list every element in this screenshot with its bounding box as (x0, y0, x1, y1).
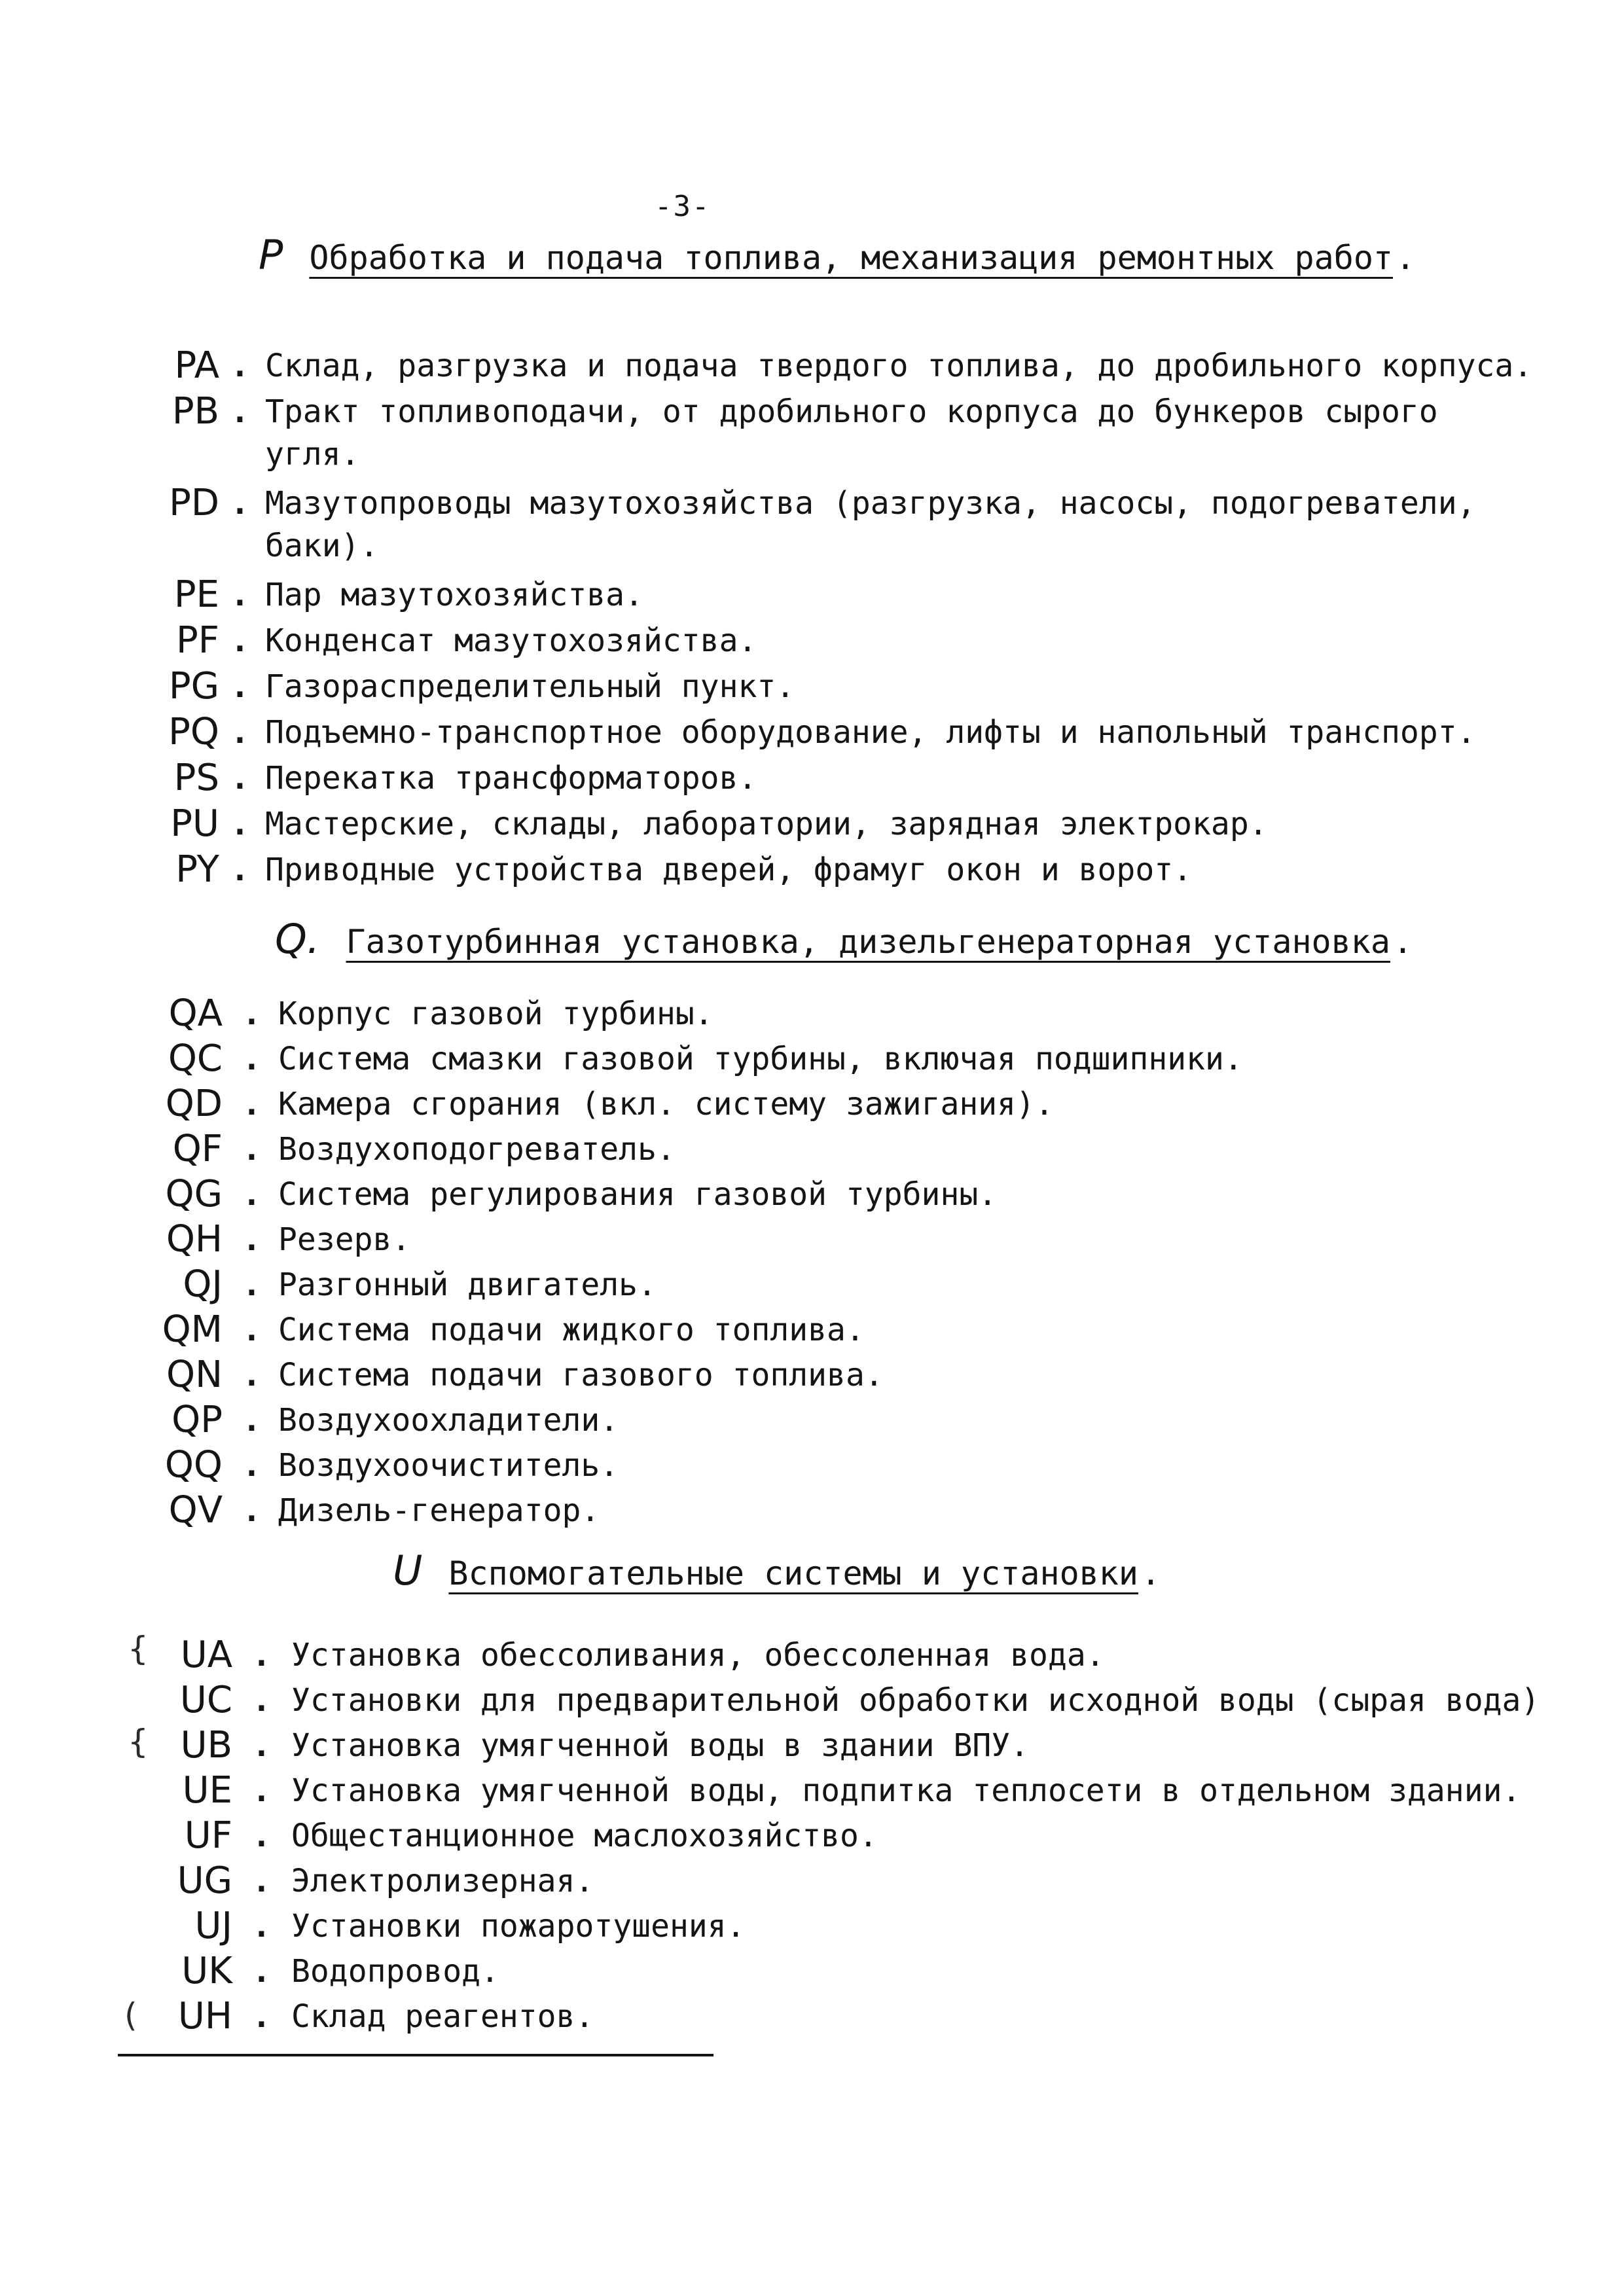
item-text: Корпус газовой турбины. (278, 996, 713, 1032)
item-text: Склад, разгрузка и подача твердого топлива, до дробильного корпуса. (265, 348, 1533, 384)
item-text: Газораспределительный пункт. (265, 668, 795, 705)
item-code: PD (169, 482, 219, 524)
item-text: Установка обессоливания, обессоленная вода. (291, 1637, 1105, 1674)
section-letter: Q. (275, 915, 320, 963)
item-text: Водопровод. (291, 1953, 499, 1990)
item-text-continuation: баки). (265, 528, 379, 564)
item-text: Дизель-генератор. (278, 1492, 600, 1529)
item-text: Система подачи жидкого топлива. (278, 1312, 865, 1348)
item-code: PE (173, 573, 219, 616)
item-code: UC (179, 1679, 232, 1721)
item-text: Склад реагентов. (291, 1998, 594, 2035)
item-text-continuation: угля. (265, 436, 360, 473)
item-code: PY (175, 848, 219, 891)
item-code: PU (170, 802, 219, 845)
item-text: Перекатка трансформаторов. (265, 760, 757, 797)
margin-bracket-icon: ( (124, 1996, 137, 2034)
document-page: -3- P Обработка и подача топлива, механизация ремонтных работ. PA . Склад, разгрузка и подача твердого топлива, до дробильного корпуса. PB . Тракт топливоподачи, от дробильного корпуса до бункеров сырого угля. PD . Мазутопроводы мазутохозяйства (разгрузка, насосы, подогреватели, баки). PE . Пар мазутохозяйства. PF . Конденсат мазутохозяйства. PG . Газораспределительный пункт. PQ . Подъемно-транспортное оборудование, лифты и напольный транспорт. PS . Перекатка трансформаторов. PU . Мастерские, склады, лаборатории, зарядная электрокар. PY . Приводные устройства дверей, фрамуг окон и ворот. Q. Газотурбинная установка, дизельгенераторная установка. QA . Корпус газовой турбины. QC . Система смазки газовой турбины, включая подшипники. QD . Камера сгорания (вкл. систему зажигания). QF . Воздухоподогреватель. QG . Система регулирования газовой турбины. QH . Резерв. QJ . Разгонный двигатель. QM . Система подачи жидкого топлива. QN . Система подачи газового топлива. QP . Воздухоохладители. QQ . Воздухоочиститель. QV . Дизель-генератор. U Вспомогательные системы и установки. UA . Установка обессоливания, обессоленная вода. UC . Установки для предварительной обработки исходной воды (сырая вода) UB . Установка умягченной воды в здании ВПУ. UE . Установка умягченной воды, подпитка теплосети в отдельном здании. UF . Общестанционное маслохозяйство. UG . Электролизерная. UJ . Установки пожаротушения. UK . Водопровод. UH . Склад реагентов. { { ( (0, 0, 1624, 2296)
item-code: QQ (164, 1444, 223, 1486)
item-text: Приводные устройства дверей, фрамуг окон и ворот. (265, 852, 1193, 888)
item-code: QA (168, 992, 223, 1035)
item-code: PQ (168, 711, 219, 753)
item-text: Тракт топливоподачи, от дробильного корпуса до бункеров сырого (265, 393, 1438, 430)
item-code: PB (171, 390, 219, 433)
item-text: Воздухоподогреватель. (278, 1131, 676, 1168)
item-text: Общестанционное маслохозяйство. (291, 1818, 878, 1854)
page-number: -3- (655, 190, 711, 223)
item-code: UF (184, 1814, 232, 1857)
item-code: QH (166, 1218, 223, 1261)
item-code: QD (165, 1083, 223, 1125)
section-header-u: U Вспомогательные системы и установки. (393, 1547, 1161, 1594)
item-code: UB (180, 1724, 232, 1767)
item-code: QM (162, 1308, 223, 1351)
item-text: Резерв. (278, 1221, 411, 1258)
item-text: Камера сгорания (вкл. систему зажигания). (278, 1086, 1054, 1122)
item-code: PA (174, 344, 219, 387)
item-code: PG (168, 665, 219, 708)
item-text: Мастерские, склады, лаборатории, зарядная электрокар. (265, 806, 1268, 842)
item-text: Пар мазутохозяйства. (265, 577, 643, 613)
item-code: UE (182, 1769, 232, 1812)
item-text: Установки для предварительной обработки исходной воды (сырая вода) (291, 1682, 1540, 1719)
section-title: Обработка и подача топлива, механизация ремонтных работ (309, 239, 1394, 277)
section-header-p: P Обработка и подача топлива, механизация ремонтных работ. (259, 231, 1416, 279)
item-text: Система смазки газовой турбины, включая подшипники. (278, 1041, 1243, 1077)
item-code: PF (176, 619, 219, 662)
item-text: Разгонный двигатель. (278, 1266, 657, 1303)
item-text: Конденсат мазутохозяйства. (265, 622, 757, 659)
bottom-underline (118, 2054, 713, 2056)
item-text: Установка умягченной воды, подпитка теплосети в отдельном здании. (291, 1772, 1521, 1809)
item-text: Мазутопроводы мазутохозяйства (разгрузка, насосы, подогреватели, (265, 485, 1476, 522)
item-text: Установка умягченной воды в здании ВПУ. (291, 1727, 1030, 1764)
item-code: QF (172, 1128, 223, 1170)
margin-bracket-icon: { (128, 1723, 149, 1761)
item-text: Электролизерная. (291, 1863, 594, 1899)
item-code: QG (165, 1173, 223, 1215)
item-code: UH (177, 1995, 232, 2037)
item-code: QC (168, 1037, 223, 1080)
item-text: Воздухоохладители. (278, 1402, 619, 1439)
item-code: UJ (194, 1905, 232, 1947)
item-code: UA (180, 1634, 232, 1676)
item-text: Воздухоочиститель. (278, 1447, 619, 1484)
item-code: QV (168, 1489, 223, 1532)
item-code: QJ (183, 1263, 223, 1306)
item-code: QN (166, 1354, 223, 1396)
item-code: PS (173, 757, 219, 799)
item-text: Подъемно-транспортное оборудование, лифты и напольный транспорт. (265, 714, 1476, 751)
section-letter: P (259, 231, 283, 279)
section-header-q: Q. Газотурбинная установка, дизельгенераторная установка. (275, 915, 1413, 963)
section-letter: U (393, 1547, 423, 1594)
item-code: UK (181, 1950, 232, 1992)
item-text: Система подачи газового топлива. (278, 1357, 884, 1393)
item-text: Система регулирования газовой турбины. (278, 1176, 998, 1213)
item-text: Установки пожаротушения. (291, 1908, 746, 1945)
margin-bracket-icon: { (128, 1630, 149, 1668)
section-title: Газотурбинная установка, дизельгенераторная установка (346, 923, 1390, 961)
item-code: UG (177, 1859, 232, 1902)
section-title: Вспомогательные системы и установки (448, 1554, 1138, 1592)
item-code: QP (171, 1399, 223, 1441)
